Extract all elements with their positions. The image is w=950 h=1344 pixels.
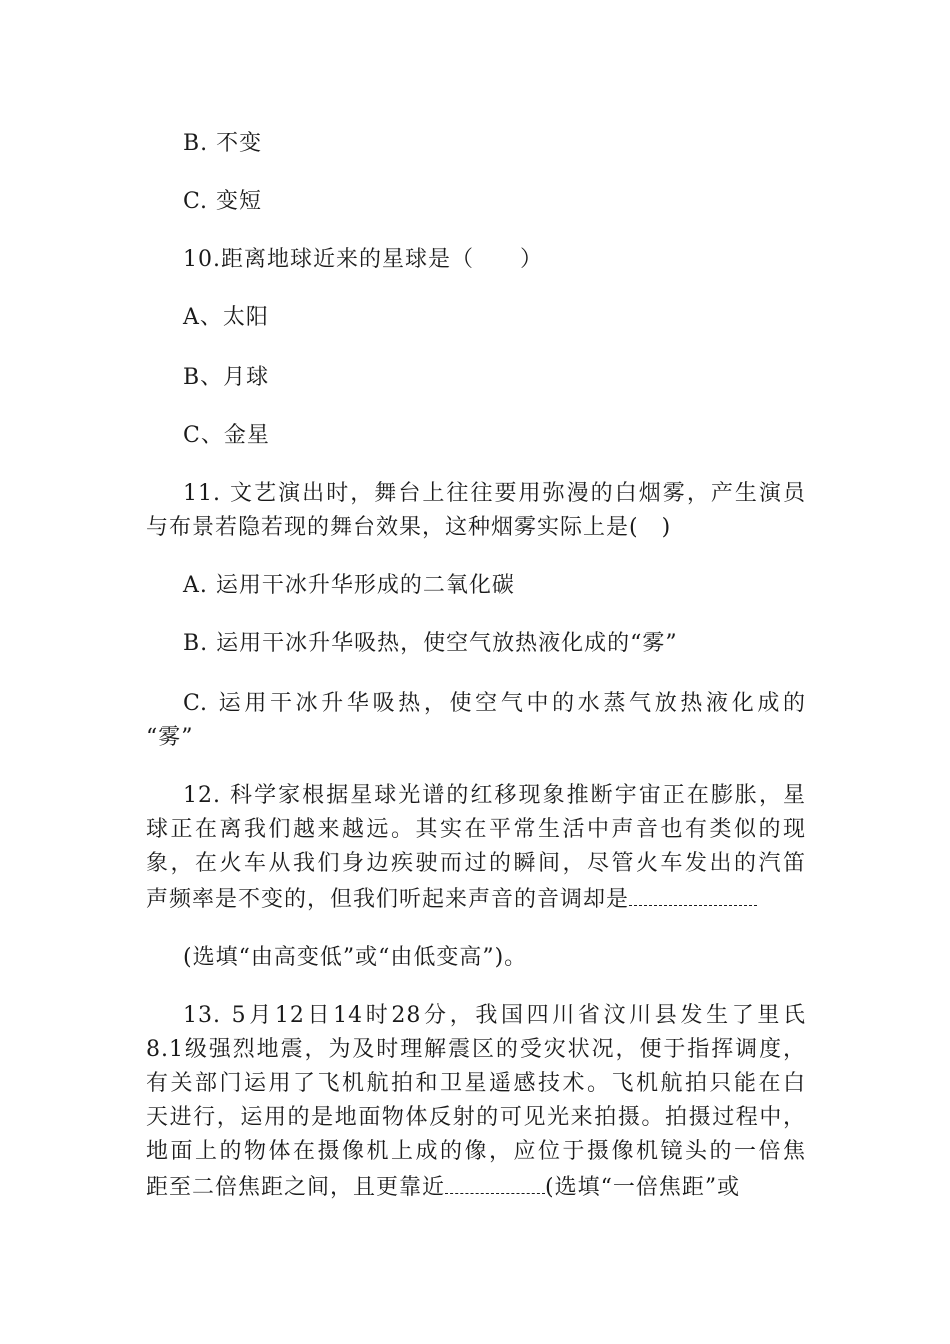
q12-line5: (选填“由高变低”或“由低变高”)。 <box>183 945 528 970</box>
q12-line1: 12. 科学家根据星球光谱的红移现象推断宇宙正在膨胀，星 <box>183 783 806 808</box>
q9-option-b: B. 不变 <box>183 131 263 156</box>
q12-answer-blank[interactable] <box>629 887 757 906</box>
q13-line5: 地面上的物体在摄像机上成的像，应位于摄像机镜头的一倍焦 <box>146 1139 806 1164</box>
q13-answer-blank[interactable] <box>445 1175 545 1194</box>
q13-line6-before: 距至二倍焦距之间，且更靠近 <box>146 1175 446 1200</box>
q11-option-c-line2: “雾” <box>146 725 194 750</box>
q12-line4-text: 声频率是不变的，但我们听起来声音的音调却是 <box>146 887 630 912</box>
q10-option-b: B、月球 <box>183 365 270 390</box>
q12-line3: 象，在火车从我们身边疾驶而过的瞬间，尽管火车发出的汽笛 <box>146 851 806 876</box>
q11-stem-line2: 与布景若隐若现的舞台效果，这种烟雾实际上是( ) <box>146 515 672 540</box>
q13-line4: 天进行，运用的是地面物体反射的可见光来拍摄。拍摄过程中， <box>146 1105 806 1130</box>
q13-line2: 8.1级强烈地震，为及时理解震区的受灾状况，便于指挥调度， <box>146 1037 806 1062</box>
q13-line6 <box>146 1172 806 1204</box>
q10-option-c: C、金星 <box>183 423 270 448</box>
q11-option-b: B. 运用干冰升华吸热，使空气放热液化成的“雾” <box>183 631 678 656</box>
q13-line3: 有关部门运用了飞机航拍和卫星遥感技术。飞机航拍只能在白 <box>146 1071 806 1096</box>
q11-stem-line1: 11. 文艺演出时，舞台上往往要用弥漫的白烟雾，产生演员 <box>183 481 806 506</box>
q13-line6-after: (选填“一倍焦距”或 <box>545 1175 741 1200</box>
q10-option-a: A、太阳 <box>183 305 269 330</box>
q13-line1: 13. 5月12日14时28分，我国四川省汶川县发生了里氏 <box>183 1003 806 1028</box>
q10-stem: 10.距离地球近来的星球是（ ） <box>183 247 543 272</box>
q11-option-c-line1: C. 运用干冰升华吸热，使空气中的水蒸气放热液化成的 <box>183 691 806 716</box>
q11-option-a: A. 运用干冰升华形成的二氧化碳 <box>183 573 515 598</box>
q9-option-c: C. 变短 <box>183 189 263 214</box>
q12-line4 <box>146 884 806 916</box>
q12-line2: 球正在离我们越来越远。其实在平常生活中声音也有类似的现 <box>146 817 806 842</box>
